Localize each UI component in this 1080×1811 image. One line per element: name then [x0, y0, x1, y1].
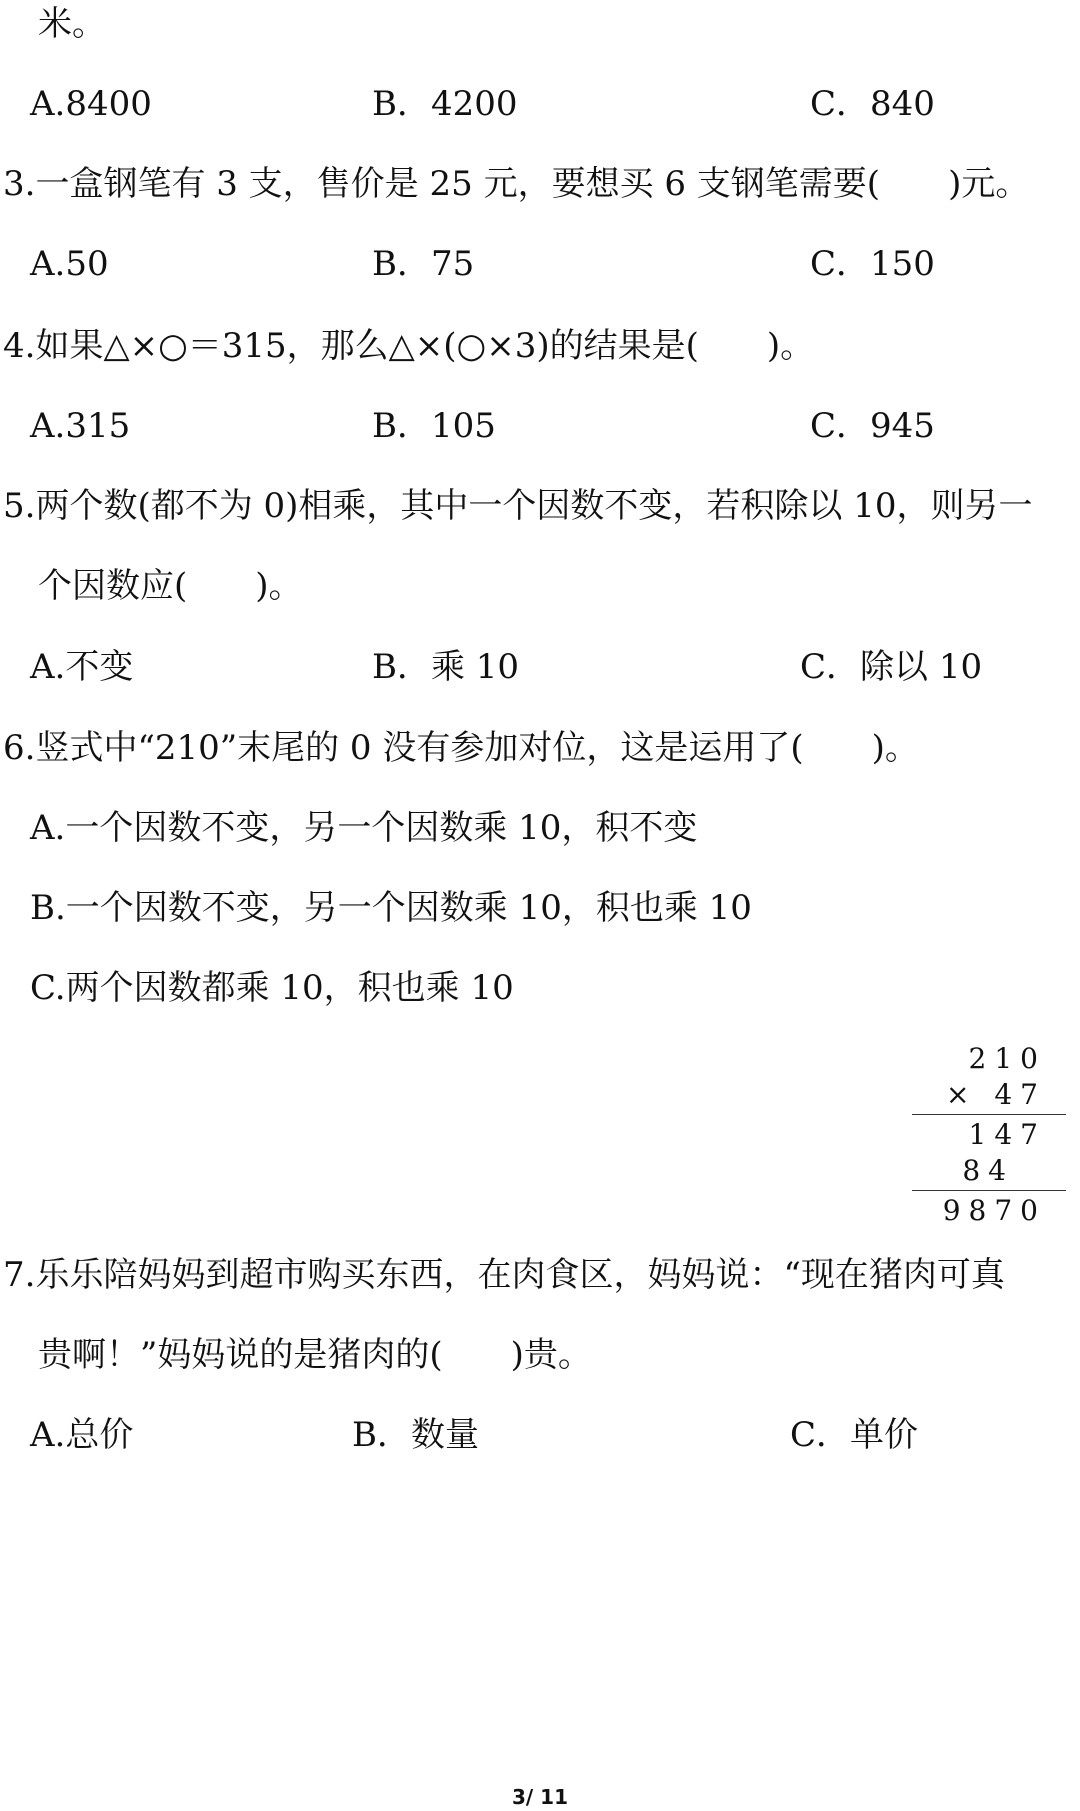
q3-option-a: A.50 — [30, 244, 109, 284]
q6-option-c: C.两个因数都乘 10，积也乘 10 — [30, 968, 514, 1008]
q6-option-b: B.一个因数不变，另一个因数乘 10，积也乘 10 — [30, 888, 752, 928]
calc-rule-1 — [912, 1114, 1066, 1115]
q2-option-a: A.8400 — [30, 84, 152, 124]
q3-option-c: C．150 — [810, 244, 935, 284]
q2-option-b: B．4200 — [372, 84, 518, 124]
q2-option-c: C．840 — [810, 84, 935, 124]
q7-option-a: A.总价 — [30, 1415, 134, 1455]
calc-multiplier: × 47 — [946, 1078, 1046, 1111]
q5-text-line1: 5.两个数(都不为 0)相乘，其中一个因数不变，若积除以 10，则另一 — [3, 486, 1033, 526]
q6-text: 6.竖式中“210”末尾的 0 没有参加对位，这是运用了( )。 — [3, 728, 919, 768]
q7-text-line1: 7.乐乐陪妈妈到超市购买东西，在肉食区，妈妈说：“现在猪肉可真 — [3, 1255, 1005, 1295]
q5-option-b: B．乘 10 — [372, 647, 520, 687]
q4-option-a: A.315 — [30, 406, 131, 446]
calc-partial-1: 147 — [968, 1118, 1046, 1151]
q6-option-a: A.一个因数不变，另一个因数乘 10，积不变 — [30, 808, 698, 848]
calc-product: 9870 — [942, 1194, 1046, 1227]
page-number: 3/ 11 — [511, 1785, 568, 1809]
q3-text: 3.一盒钢笔有 3 支，售价是 25 元，要想买 6 支钢笔需要( )元。 — [3, 164, 1030, 204]
q4-option-b: B．105 — [372, 406, 496, 446]
q4-option-c: C．945 — [810, 406, 935, 446]
q7-option-c: C．单价 — [790, 1415, 919, 1455]
q4-text: 4.如果△×○＝315，那么△×(○×3)的结果是( )。 — [3, 326, 815, 366]
q7-text-line2: 贵啊！”妈妈说的是猪肉的( )贵。 — [38, 1335, 592, 1375]
q5-text-line2: 个因数应( )。 — [38, 566, 303, 606]
calc-partial-2: 84 — [962, 1154, 1014, 1187]
calc-multiplicand: 210 — [968, 1042, 1046, 1075]
q3-option-b: B．75 — [372, 244, 475, 284]
q5-option-c: C．除以 10 — [800, 647, 983, 687]
calc-rule-2 — [912, 1190, 1066, 1191]
q7-option-b: B．数量 — [352, 1415, 479, 1455]
previous-question-fragment: 米。 — [38, 4, 106, 44]
q5-option-a: A.不变 — [30, 647, 134, 687]
